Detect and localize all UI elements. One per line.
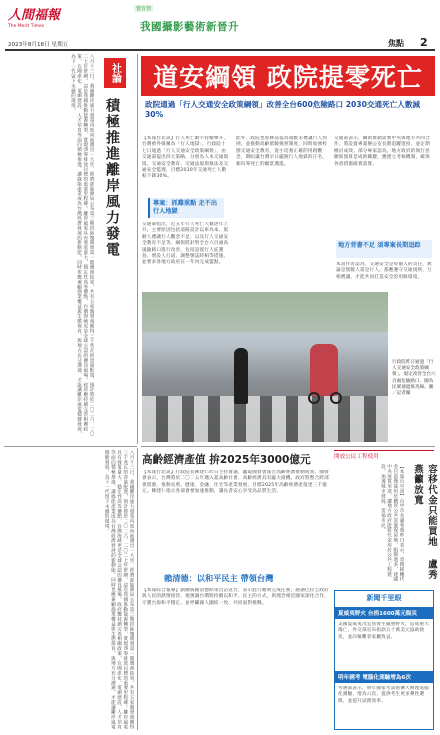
right-tag xyxy=(334,450,434,461)
banner-text: 我國攝影藝術新晉升 xyxy=(140,21,239,33)
economy-body: 【本報台北訊】行政院長陳建仁昨日主持會議，聽取國發會報告高齡經濟推動成果。國發會表示，台灣將於二〇二五年邁入超高齡社會，高齡經濟具有龐大商機，政府將整合跨部會資源，推動長照、健康、金融、住宅等產業發展，目標2025年高齡經濟產值達三千億元。陳建仁指示各部會要加速推動，讓長者安心享受高品質生活。 xyxy=(142,470,329,495)
divider xyxy=(4,446,137,447)
editorial-badge-text: 社論 xyxy=(109,63,121,83)
date-line: 2023年8月18日 星期五 xyxy=(8,42,69,48)
top-banner xyxy=(128,3,288,41)
main-body-2: 此外，政院也將修法提高駕駛未禮讓行人罰則，並推動高齡駕駛換照制度，同時加強校園交通安全教育，從小培養正確的用路觀念，期盼讓台灣早日擺脫行人地獄的汙名，朝向零死亡的願景邁進。 xyxy=(236,136,328,167)
divider xyxy=(141,446,435,447)
brief-item-2-title xyxy=(335,671,433,683)
photo-caption xyxy=(392,360,436,442)
newspaper-logo xyxy=(8,4,61,29)
editorial-badge xyxy=(104,58,126,88)
main-lead: 【本報台北訊】行人死亡數字持續攀升，台灣被外媒稱為「行人地獄」。行政院十七日通過「行人交通安全政策綱領」，由交通部提出四大策略，分別為人本交通環境、交通安全教育、交通法規與執法及交通安全監理，目標2030年交通死亡人數較下降30%。 xyxy=(142,136,229,180)
section-subhead-text: 地方背書不足 須專案長期追踪 xyxy=(338,242,421,249)
editorial-title: 積極推進離岸風力發電 xyxy=(104,98,120,258)
tree-background xyxy=(142,292,388,332)
pedestrian-figure xyxy=(234,348,248,404)
divider xyxy=(137,448,138,730)
brief-item-2-title-text: 明年國考 電腦化測驗增為6次 xyxy=(338,675,411,681)
scooter-wheel-icon xyxy=(308,392,320,404)
main-headline-text: 道安綱領 政院提零死亡 xyxy=(153,63,423,92)
brief-box-title-text: 新聞千里眼 xyxy=(366,594,402,602)
page-number: 2 xyxy=(420,36,428,49)
brief-item-2-body: 考選部表示，明年國家考試將擴大辦理電腦化測驗，增為六次，提供考生更多彈性選擇，並提升試務效率。 xyxy=(338,686,430,704)
sidebar-text: 本書作者認為，交通安全是每個人的責任，無論是駕駛人還是行人，都應遵守交通規則，互相禮讓，才能共同打造安全的用路環境。 xyxy=(336,262,432,280)
economy-headline: 高齡經濟產值 拚2025年3000億元 xyxy=(142,454,311,466)
pullquote-text: 專案：抓雞重點 走不出行人地獄 xyxy=(153,200,218,215)
logo-main: 人間福報 xyxy=(8,8,61,23)
right-headline: 容移代金只能買地 盧秀燕籲放寬 xyxy=(412,464,437,580)
brief-item-1-body: 美國夏威夷茂宜島發生嚴重野火，造成重大傷亡，外交部宣布捐款五十萬美元協助救災，並向罹難者家屬致哀。 xyxy=(338,622,430,640)
logo-sub: The Merit Times xyxy=(8,24,45,29)
masthead xyxy=(0,0,440,50)
right-body: 【本報台中訊】台中市長盧秀燕昨日表示，容積移轉代金目前僅能用於購買公共設施保留地，限制過多，建議中央放寬用途，讓地方政府能將代金用於公共工程建設，加速城市發展，造福市民。 xyxy=(380,464,404,582)
economy-subhead: 賴清德：以和平民主 帶領台灣 xyxy=(164,573,274,583)
main-body-1: 交通部指出，近五年行人死亡人數逐年上升，主要原因包括道路設計以車為本、駕駛人禮讓行人觀念不足，以及行人交通安全教育不足等。綱領將針對全台六百處高風險路口進行改善，包括設置行人庇護島、增設人行道、調整號誌時相等措施，並要求各地方政府在一年內完成盤點。 xyxy=(142,222,229,266)
masthead-rule xyxy=(5,49,435,51)
divider xyxy=(137,54,138,444)
editorial-body: 八月十三日，我國離岸風力發電再度向前邁出一大步，經濟部能源局公布第三階段區塊開發第一期選商結果，共有五家開發商獲得三千兆瓦的容量配置，預計將於二〇二六、二〇二七年併網。這是我國推動能源轉型、實現淨零排放目標的重要里程碑。離岸風電具有發電量大、穩定性高等優點，台灣海峽更是全球公認的優良風場。政府應持續完善相關政策，在國產化、電網建設、人才培育等面向積極推進，讓綠能產業成為台灣經濟發展的新動能。同時也應兼顧漁業權益與生態保育，與地方充分溝通，才能讓離岸風電穩健發展，為下一代留下永續的環境。 xyxy=(70,54,94,437)
scooter-wheel-icon xyxy=(330,392,342,404)
banner-tag: 覺有情 xyxy=(136,6,152,12)
right-tag-text: 開放公民工程使用 xyxy=(334,454,379,460)
main-photo xyxy=(142,292,388,442)
main-headline-block xyxy=(141,56,435,120)
scooter-rider-figure xyxy=(310,344,338,396)
section-name: 焦點 xyxy=(388,39,404,48)
road-crosswalk xyxy=(142,396,388,442)
brief-item-1-title xyxy=(335,607,433,619)
economy-body-2: 【本報綜合報導】副總統賴清德結束出訪返台，表示此行順利完成任務，感謝巴拉圭政府與人民的熱情接待。他強調台灣將持續以和平、民主的方式，與理念相近國家深化合作，守護台海和平穩定，並呼籲國人團結一致，共同面對挑戰。 xyxy=(142,588,329,606)
brief-box xyxy=(334,590,434,730)
section-subhead xyxy=(336,240,432,258)
main-subhead: 政院通過「行人交通安全政策綱領」改善全台600危險路口 2030交通死亡人數減30% xyxy=(145,100,421,119)
editorial xyxy=(4,54,134,444)
left-lower-text: 八月十三日，我國離岸風力發電再度向前邁出一大步，經濟部能源局公布第三階段區塊開發第一期選商結果，共有五家開發商獲得三千兆瓦的容量配置，預計將於二〇二六、二〇二七年併網。這是我國推動能源轉型、實現淨零排放目標的重要里程碑。離岸風電具有發電量大、穩定性高等優點，台灣海峽更是全球公認的優良風場。政府應持續完善相關政策，在國產化、電網建設、人才培育等面向積極推進，讓綠能產業成為台灣經濟發展的新動能。同時也應兼顧漁業權益與生態保育，與地方充分溝通，才能讓離岸風電穩健發展，為下一代留下永續的環境。 xyxy=(104,450,134,730)
brief-box-title xyxy=(335,591,433,605)
photo-caption-text: 行政院昨日通過「行人交通安全政策綱領」，規定改善全台六百處危險路口，圖為民眾通過斑馬線。圖／記者攝 xyxy=(392,360,436,397)
brief-item-1-title-text: 夏威夷野火 台捐1600萬元賑災 xyxy=(338,611,418,617)
main-headline xyxy=(141,56,435,96)
pullquote xyxy=(148,198,224,218)
main-body-3: 交通部表示，綱領推動需要中央與地方共同合作，將設置專案辦公室長期追蹤進度，並定期檢討成效。部分專家認為，地方政府的執行意願與預算是成敗關鍵，應建立考核機制，確保各項措施確實落實。 xyxy=(334,136,430,167)
